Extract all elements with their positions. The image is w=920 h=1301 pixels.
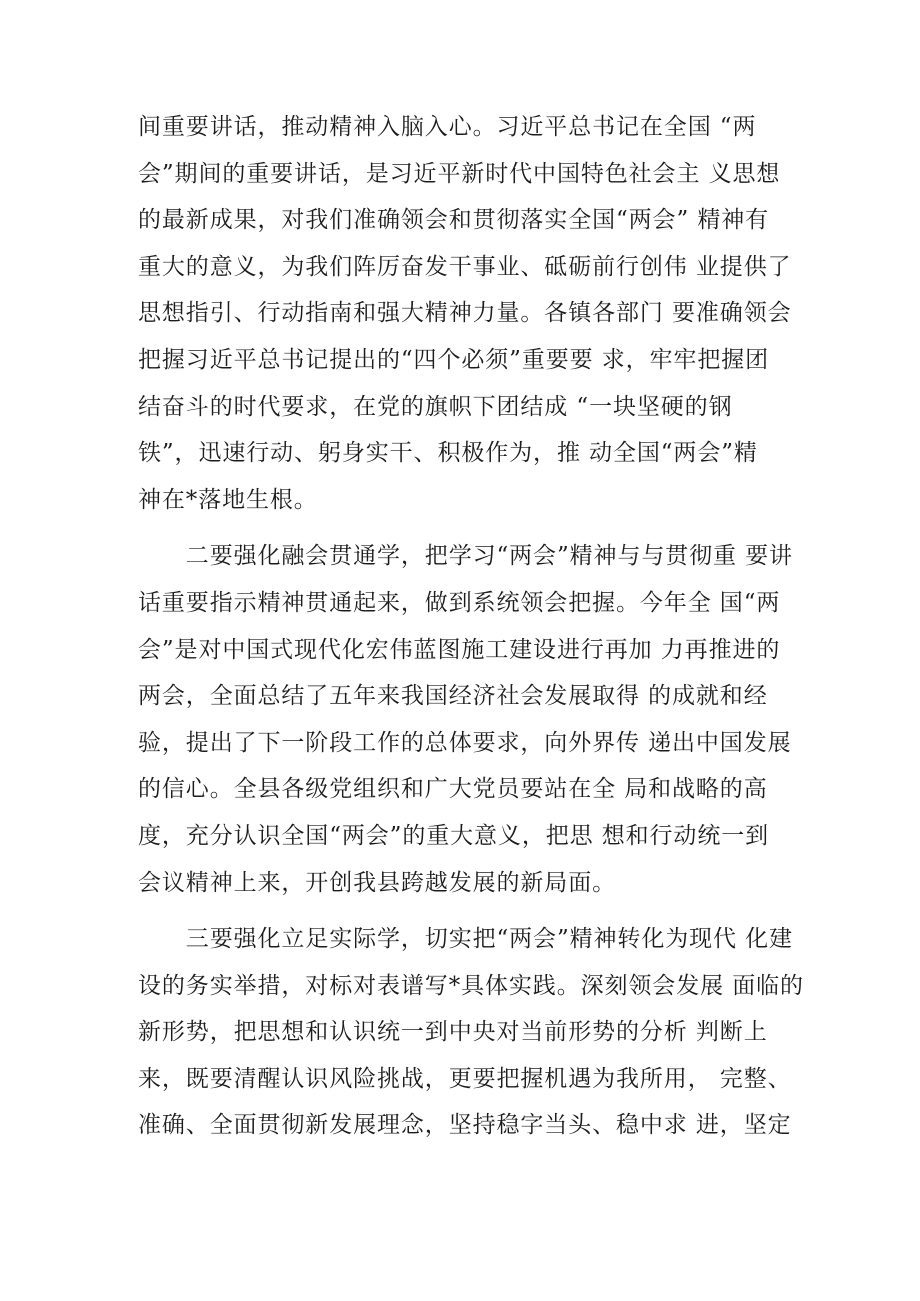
text-line: 神在*落地生根。 xyxy=(138,486,318,513)
text-line: 设的务实举措，对标对表谱写*具体实践。深刻领会发展 面临的 xyxy=(138,972,804,999)
text-line: 的最新成果，对我们准确领会和贯彻落实全国“两会” 精神有 xyxy=(138,207,770,234)
text-line: 二要强化融会贯通学，把学习“两会”精神与与贯彻重 要讲 xyxy=(138,543,793,570)
text-line: 新形势，把思想和认识统一到中央对当前形势的分析 判断上 xyxy=(138,1019,768,1046)
text-line: 三要强化立足实际学，切实把“两会”精神转化为现代 化建 xyxy=(138,926,793,953)
text-line: 验，提出了下一阶段工作的总体要求，向外界传 递出中国发展 xyxy=(138,729,792,756)
text-line: 结奋斗的时代要求，在党的旗帜下团结成 “一块坚硬的钢 xyxy=(138,393,733,420)
document-body xyxy=(138,104,804,1149)
text-line: 会议精神上来，开创我县跨越发展的新局面。 xyxy=(138,869,616,896)
text-line: 来，既要清醒认识风险挑战，更要把握机遇为我所用， 完整、 xyxy=(138,1065,792,1092)
text-line: 准确、全面贯彻新发展理念，坚持稳字当头、稳中求 进，坚定 xyxy=(138,1112,792,1139)
text-line: 会”期间的重要讲话，是习近平新时代中国特色社会主 义思想 xyxy=(138,160,781,187)
text-line: 重大的意义，为我们阵厉奋发干事业、砥砺前行创伟 业提供了 xyxy=(138,253,792,280)
text-line: 话重要指示精神贯通起来，做到系统领会把握。今年全 国“两 xyxy=(138,589,781,616)
text-line: 思想指引、行动指南和强大精神力量。各镇各部门 要准确领会 xyxy=(138,300,792,327)
text-line: 把握习近平总书记提出的“四个必须”重要要 求，牢牢把握团 xyxy=(138,346,770,373)
text-line: 会”是对中国式现代化宏伟蓝图施工建设进行再加 力再推进的 xyxy=(138,636,781,663)
text-line: 间重要讲话，推动精神入脑入心。习近平总书记在全国 “两 xyxy=(138,114,757,140)
text-line: 的信心。全县各级党组织和广大党员要站在全 局和战略的高 xyxy=(138,776,768,803)
text-line: 铁”，迅速行动、躬身实干、积极作为，推 动全国“两会”精 xyxy=(138,440,758,467)
paragraph-gap xyxy=(138,523,798,533)
text-line: 度，充分认识全国“两会”的重大意义，把思 想和行动统一到 xyxy=(138,822,770,849)
text-line: 两会，全面总结了五年来我国经济社会发展取得 的成就和经 xyxy=(138,683,768,710)
paragraph-gap xyxy=(138,906,798,916)
